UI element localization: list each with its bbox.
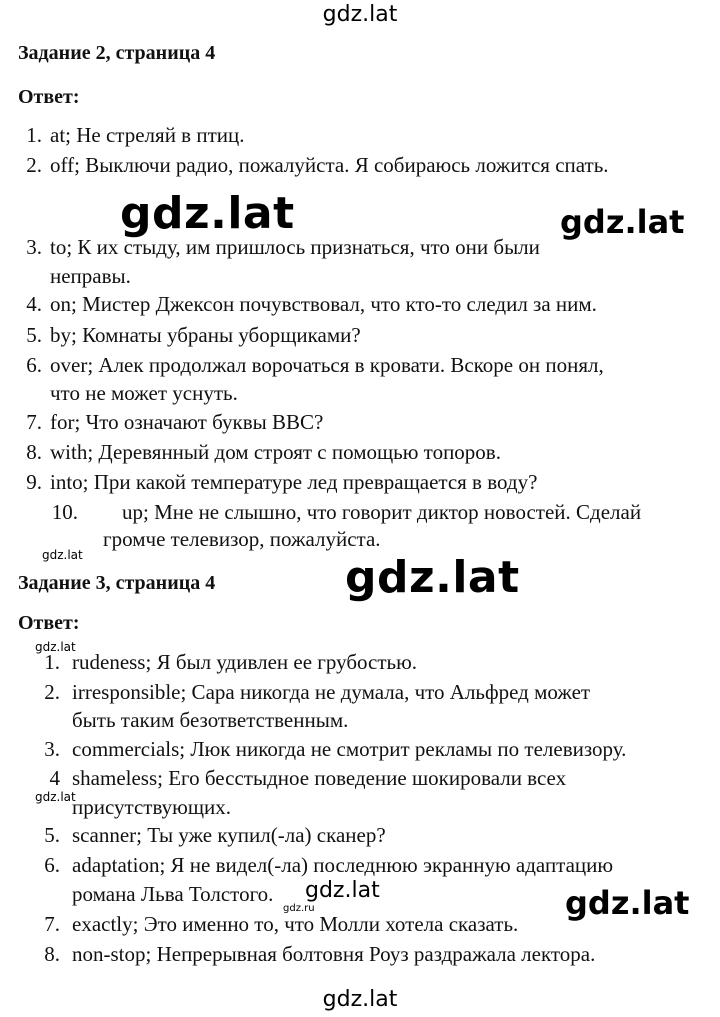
task2-answer-label: Ответ:: [18, 86, 80, 108]
item-text-cont: громче телевизор, пожалуйста.: [103, 527, 381, 551]
task2-title: Задание 2, страница 4: [18, 42, 216, 64]
item-number: 4.: [26, 292, 42, 316]
item-number: 7.: [26, 410, 42, 434]
watermark-right-2: gdz.lat: [565, 884, 690, 922]
watermark-small-1: gdz.lat: [42, 548, 83, 562]
watermark-small-2: gdz.lat: [35, 640, 76, 654]
item-text-cont: быть таким безответственным.: [72, 708, 349, 732]
item-text: over; Алек продолжал ворочаться в кровати. Вскоре он понял,: [50, 353, 604, 377]
item-number: 2.: [26, 153, 42, 177]
item-number: 7.: [44, 912, 60, 936]
item-text-cont: романа Льва Толстого.: [72, 882, 274, 906]
item-number: 8.: [44, 942, 60, 966]
item-text: at; Не стреляй в птиц.: [50, 123, 245, 147]
item-number: 4: [49, 766, 60, 790]
item-text: off; Выключи радио, пожалуйста. Я собираюсь ложится спать.: [50, 153, 609, 177]
watermark-right-1: gdz.lat: [560, 203, 685, 241]
watermark-bottom: gdz.lat: [322, 987, 398, 1012]
item-number: 1.: [26, 123, 42, 147]
item-text: adaptation; Я не видел(-ла) последнюю экранную адаптацию: [72, 853, 614, 877]
item-number: 5.: [44, 823, 60, 847]
item-text: exactly; Это именно то, что Молли хотела сказать.: [72, 912, 519, 936]
watermark-top: gdz.lat: [322, 2, 398, 27]
watermark-big-1: gdz.lat: [120, 188, 295, 239]
watermark-small-3: gdz.lat: [35, 790, 76, 804]
item-number: 5.: [26, 323, 42, 347]
item-text-cont: неправы.: [50, 264, 131, 288]
item-text: into; При какой температуре лед превращается в воду?: [50, 470, 538, 494]
item-number: 2.: [44, 680, 60, 704]
item-text-cont: что не может уснуть.: [50, 381, 238, 405]
item-number: 3.: [44, 737, 60, 761]
item-number: 8.: [26, 440, 42, 464]
task3-title: Задание 3, страница 4: [18, 572, 216, 594]
task3-answer-label: Ответ:: [18, 612, 80, 634]
item-text: scanner; Ты уже купил(-ла) сканер?: [72, 823, 386, 847]
item-text: on; Мистер Джексон почувствовал, что кто-то следил за ним.: [50, 292, 597, 316]
item-text: irresponsible; Сара никогда не думала, что Альфред может: [72, 680, 591, 704]
item-text: rudeness; Я был удивлен ее грубостью.: [72, 650, 418, 674]
item-text: up; Мне не слышно, что говорит диктор новостей. Сделай: [122, 500, 642, 524]
item-number: 9.: [26, 470, 42, 494]
item-text: by; Комнаты убраны уборщиками?: [50, 323, 361, 347]
item-number: 3.: [26, 235, 42, 259]
item-text: shameless; Его бесстыдное поведение шокировали всех: [72, 766, 567, 790]
item-number: 10.: [51, 500, 78, 524]
watermark-tiny: gdz.ru: [283, 903, 315, 914]
item-text: for; Что означают буквы BBC?: [50, 410, 324, 434]
watermark-mid: gdz.lat: [305, 878, 380, 903]
watermark-big-2: gdz.lat: [345, 552, 520, 603]
item-number: 6.: [44, 853, 60, 877]
item-text: to; К их стыду, им пришлось признаться, что они были: [50, 235, 540, 259]
item-text-cont: присутствующих.: [72, 795, 231, 819]
item-number: 6.: [26, 353, 42, 377]
item-text: commercials; Люк никогда не смотрит рекламы по телевизору.: [72, 737, 627, 761]
item-text: non-stop; Непрерывная болтовня Роуз раздражала лектора.: [72, 942, 596, 966]
item-text: with; Деревянный дом строят с помощью топоров.: [50, 440, 501, 464]
item-number: 1.: [44, 650, 60, 674]
